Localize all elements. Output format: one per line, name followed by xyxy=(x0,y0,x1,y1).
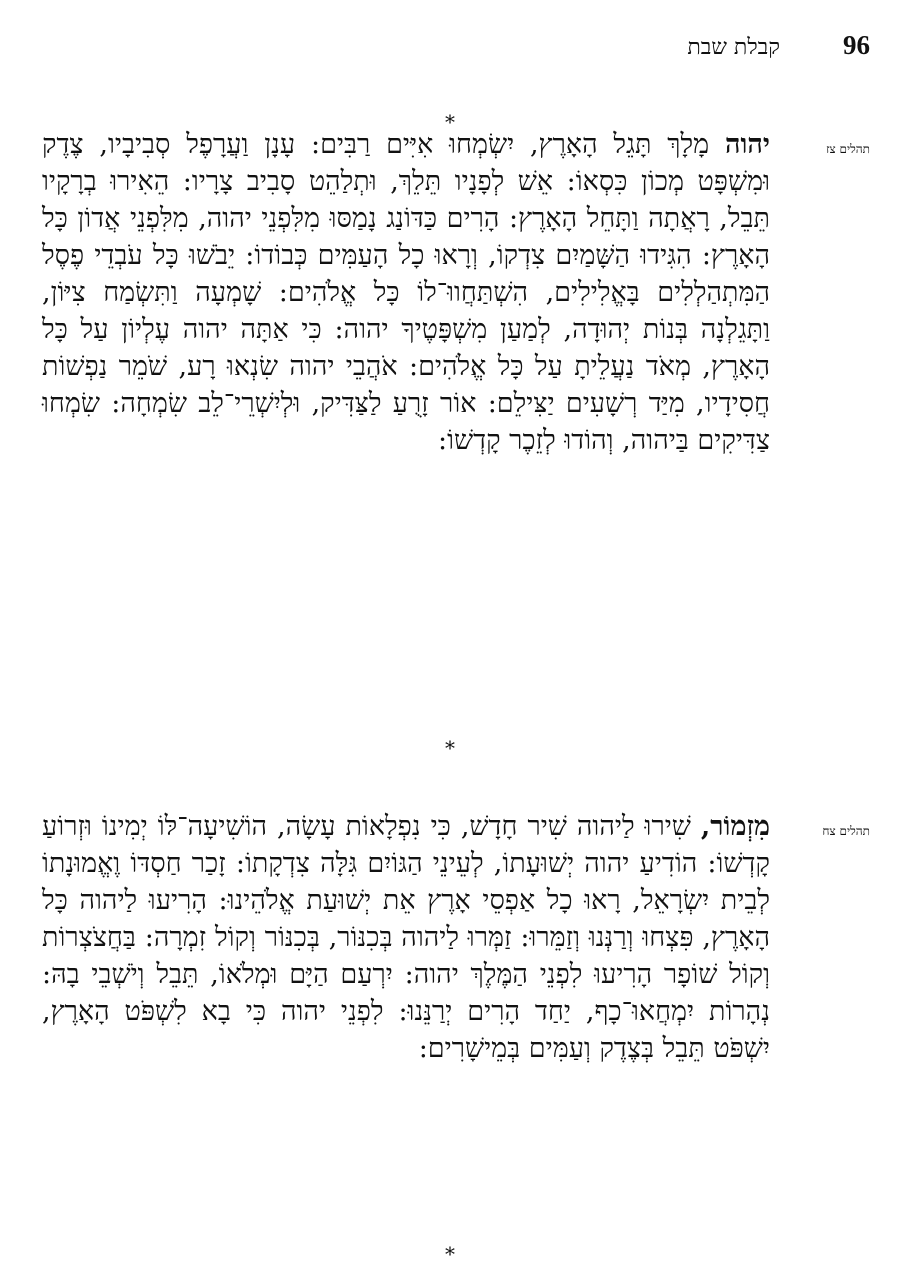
psalm-body: מָלָךְ תָּגֵל הָאָרֶץ, יִשְׂמְחוּ אִיִּים רַבִּים: עָנָן וַעֲרָפֶל סְבִיבָיו, צֶדֶק וּמִשְׁפָּט מְכוֹן כִּסְאוֹ: אֵשׁ לְפָנָיו תֵּלֵךְ, וּתְלַהֵט סָבִיב צָרָיו: הֵאִירוּ בְרָקָיו תֵּבֵל, רָאֲתָה וַתָּחֵל הָאָרֶץ: הָרִים כַּדּוֹנַג נָמַסּוּ מִלִּפְנֵי יהוה, מִלִּפְנֵי אֲדוֹן כָּל הָאָרֶץ: הִגִּידוּ הַשָּׁמַיִם צִדְקוֹ, וְרָאוּ כָל הָעַמִּים כְּבוֹדוֹ: יֵבֹשׁוּ כָּל עֹבְדֵי פֶסֶל הַמִּתְהַלְלִים בָּאֱלִילִים, הִשְׁתַּחֲווּ־לוֹ כָּל אֱלֹהִים: שָׁמְעָה וַתִּשְׂמַח צִיּוֹן, וַתָּגֵלְנָה בְּנוֹת יְהוּדָה, לְמַעַן מִשְׁפָּטֶיךָ יהוה: כִּי אַתָּה יהוה עֶלְיוֹן עַל כָּל הָאָרֶץ, מְאֹד נַעֲלֵיתָ עַל כָּל אֱלֹהִים: אֹהֲבֵי יהוה שִׂנְאוּ רָע, שֹׁמֵר נַפְשׁוֹת חֲסִידָיו, מִיַּד רְשָׁעִים יַצִּילֵם: אוֹר זָרֻעַ לַצַּדִּיק, וּלְיִשְׁרֵי־לֵב שִׂמְחָה: שִׂמְחוּ צַדִּיקִים בַּיהוה, וְהוֹדוּ לְזֵכֶר קָדְשׁוֹ: xyxy=(42,129,770,456)
psalm-body: שִׁירוּ לַיהוה שִׁיר חָדָשׁ, כִּי נִפְלָאוֹת עָשָׂה, הוֹשִׁיעָה־לּוֹ יְמִינוֹ וּזְרוֹעַ קָדְשׁוֹ: הוֹדִיעַ יהוה יְשׁוּעָתוֹ, לְעֵינֵי הַגּוֹיִם גִּלָּה צִדְקָתוֹ: זָכַר חַסְדּוֹ וֶאֱמוּנָתוֹ לְבֵית יִשְׂרָאֵל, רָאוּ כָל אַפְסֵי אָרֶץ אֵת יְשׁוּעַת אֱלֹהֵינוּ: הָרִיעוּ לַיהוה כָּל הָאָרֶץ, פִּצְחוּ וְרַנְּנוּ וְזַמֵּרוּ: זַמְּרוּ לַיהוה בְּכִנּוֹר, בְּכִנּוֹר וְקוֹל זִמְרָה: בַּחֲצֹצְרוֹת וְקוֹל שׁוֹפָר הָרִיעוּ לִפְנֵי הַמֶּלֶךְ יהוה: יִרְעַם הַיָּם וּמְלֹאוֹ, תֵּבֵל וְיֹשְׁבֵי בָהּ: נְהָרוֹת יִמְחֲאוּ־כָף, יַחַד הָרִים יְרַנֵּנוּ: לִפְנֵי יהוה כִּי בָא לִשְׁפֹּט הָאָרֶץ, יִשְׁפֹּט תֵּבֵל בְּצֶדֶק וְעַמִּים בְּמֵישָׁרִים: xyxy=(42,811,770,1064)
separator-star: * xyxy=(445,736,455,760)
separator-star: * xyxy=(445,110,455,134)
psalm-text xyxy=(42,126,770,459)
page-header xyxy=(40,30,870,66)
running-title: קבלת שבת xyxy=(687,35,780,60)
opening-word: מִזְמוֹר, xyxy=(700,811,770,842)
psalm-text xyxy=(42,808,770,1067)
psalm-97-section xyxy=(42,126,870,459)
page-number: 96 xyxy=(843,30,870,60)
psalm-98-section xyxy=(42,808,870,1067)
separator-star: * xyxy=(445,1242,455,1266)
marginal-label: תהלים צח xyxy=(822,824,870,838)
opening-word: יהוה xyxy=(724,129,770,160)
marginal-label: תהלים צז xyxy=(826,142,870,156)
